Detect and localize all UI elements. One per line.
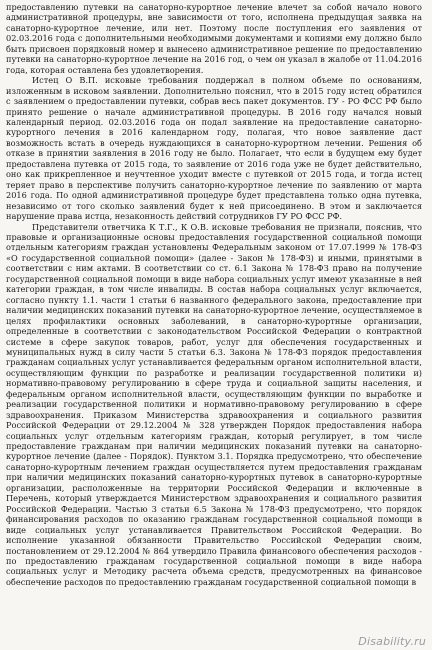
watermark: Disability.ru: [358, 634, 426, 648]
paragraph-3: Представители ответчика К Т.Г., К О.В. исковые требования не признали, пояснив, что правовые и организационные основы предоставления государственной социальной помощи отдельным категориям граждан установлены Федеральным законом от 17.07.1999 № 178-ФЗ «О государственной социальной помощи» (далее - Закон № 178-ФЗ) и иными, принятыми в соответствии с ним актами. В соответствии со ст. 6.1 Закона № 178-ФЗ право на получение государственной социальной помощи в виде набора социальных услуг имеют указанные в ней категории граждан, в том числе инвалиды. В состав набора социальных услуг включается, согласно пункту 1.1. части 1 статьи 6 названного федерального закона, предоставление при наличии медицинских показаний путевки на санаторно-курортное лечение, осуществляемое в целях профилактики основных заболеваний, в санаторно-курортные организации, определенные в соответствии с законодательством Российской Федерации о контрактной системе в сфере закупок товаров, работ, услуг для обеспечения государственных и муниципальных нужд в силу части 5 статьи 6.3. Закона № 178-ФЗ порядок предоставления гражданам социальных услуг устанавливается федеральным органом исполнительной власти, осуществляющим функции по разработке и реализации государственной политики и) нормативно-правовому регулированию в сфере труда и социальной защиты населения, и федеральным органом исполнительной власти, осуществляющим функции по выработке и реализации государственной политики и нормативно-правовому регулированию в сфере здравоохранения. Приказом Министерства здравоохранения и социального развития Российской Федерации от 29.12.2004 № 328 утвержден Порядок предоставления набора социальных услуг отдельным категориям граждан, который регулирует, в том числе предоставление гражданам при наличии медицинских показаний путевки на санаторно-курортное лечение (далее - Порядок). Пунктом 3.1. Порядка предусмотрено, что обеспечение санаторно-курортным лечением граждан осуществляется путем предоставления гражданам при наличии медицинских показаний санаторно-курортных путевок в санаторно-курортные организации, расположенные на территории Российской Федерации и включенные в Перечень, который утверждается Министерством здравоохранения и социального развития Российской Федерации. Частью 3 статьи 6.5 Закона № 178-ФЗ предусмотрено, что порядок финансирования расходов по оказанию гражданам государственной социальной помощи в виде социальных услуг устанавливается Правительством Российской Федерации. Во исполнение указанной обязанности Правительство Российской Федерации своим, постановлением от 29.12.2004 № 864 утвердило Правила финансового обеспечения расходов - по предоставлению гражданам государственной социальной помощи в виде набора социальных услуг и Методику расчета объема средств, предусмотренных на финансовое обеспечение расходов по предоставлению гражданам государственной социальной помощи в: [6, 221, 422, 587]
paragraph-1: предоставлению путевки на санаторно-курортное лечение влечет за собой начало нового административной процедуры, вне зависимости от того, исполнена предыдущая заявка на санаторно-курортное лечение, или нет. Поэтому после поступления его заявления от 02.03.2016 года с дополнительными необходимыми документами и копиями ему должно было быть присвоен порядковый номер и вынесено административное решение по предоставлению путевки на санаторно-курортное лечение на 2016 год, о чем он указал в жалобе от 11.04.2016 года, которая оставлена без удовлетворения.: [6, 2, 422, 75]
paragraph-2: Истец О В.П. исковые требования поддержал в полном объеме по основаниям, изложенным в исковом заявлении. Дополнительно пояснил, что в 2015 году истец обратился с заявлением о предоставлении путевки, собрав весь пакет документов. ГУ - РО ФСС РФ было принято решение о начале административной процедуры. В 2016 году начался новый календарный период. 02.03.2016 года он подал заявление на предоставление санаторно-курортного лечения в 2016 календарном году, полагая, что новое заявление даст возможность встать в очередь нуждающихся в санаторно-курортном лечении. Решения об отказе в принятии заявления в 2016 году не было. Полагает, что если в будущем ему будет предоставлена путевка от 2015 года, то заявление от 2016 года уже не будет действительно, оно как прикрепленное и неучтенное уходит вместе с путевкой от 2015 года, и тогда истец теряет право в перспективе получить санаторно-курортное лечение по заявлению от марта 2016 года. По одной административной процедуре будет представлена только одна путевка, независимо от того сколько заявлений будет к ней присоединено. В этом и заключается нарушение права истца, незаконность действий сотрудников ГУ РО ФСС РФ.: [6, 75, 422, 222]
